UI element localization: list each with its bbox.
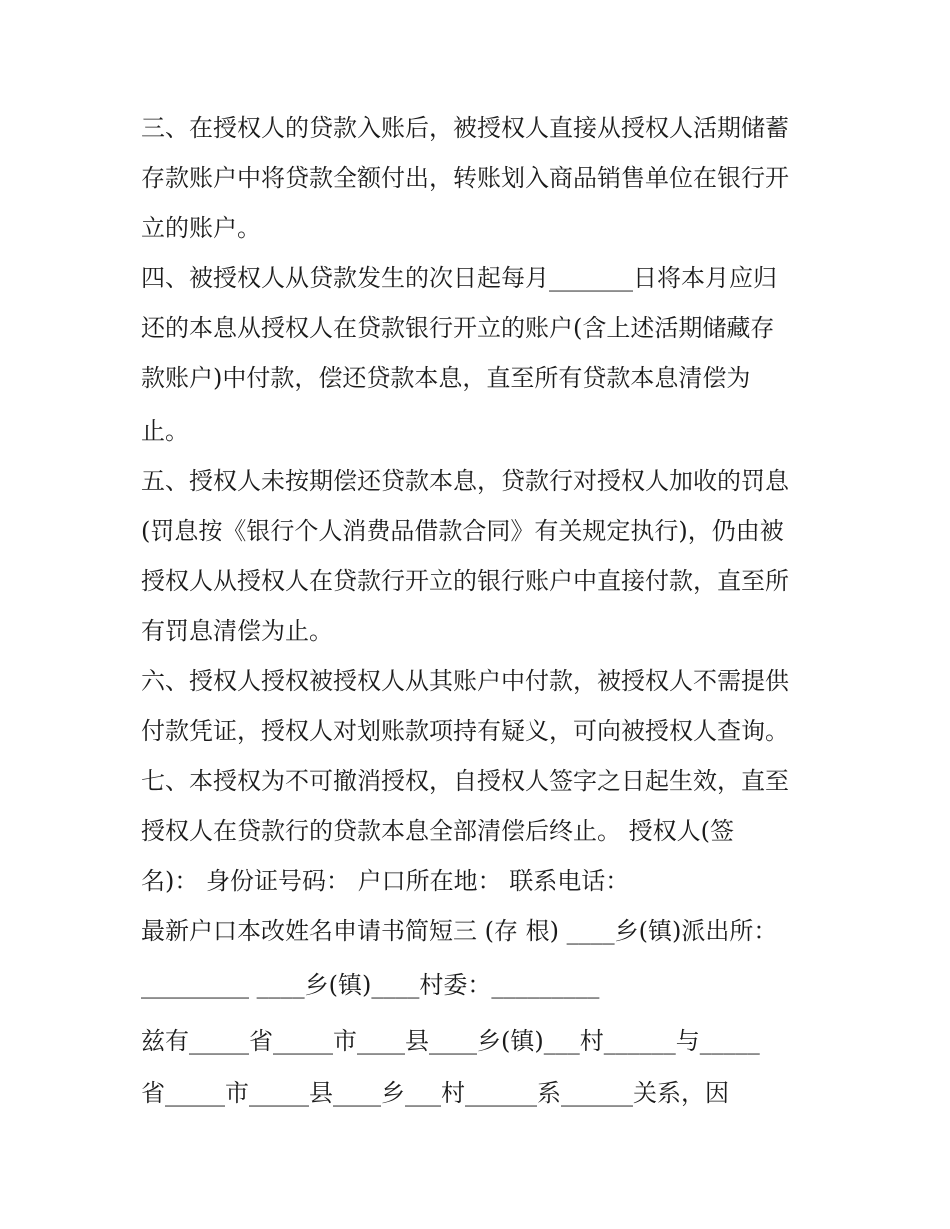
stub-header-line: 最新户口本改姓名申请书简短三 (存 根) ____乡(镇)派出所： [141,917,778,945]
paragraph-5-line-4: 有罚息清偿为止。 [141,617,333,645]
paragraph-3-line-1: 三、在授权人的贷款入账后，被授权人直接从授权人活期储蓄 [141,114,789,142]
stub-blank-line-2: 兹有_____省_____市____县____乡(镇)___村______与_____ [141,1027,760,1055]
paragraph-3-line-2: 存款账户中将贷款全额付出，转账划入商品销售单位在银行开 [141,164,789,192]
paragraph-5-line-2: (罚息按《银行个人消费品借款合同》有关规定执行)，仍由被 [141,517,784,545]
paragraph-3-line-3: 立的账户。 [141,214,261,242]
paragraph-7-line-1: 七、本授权为不可撤消授权，自授权人签字之日起生效，直至 [141,767,789,795]
stub-blank-line-3: 省_____市_____县____乡___村______系______关系，因 [141,1079,729,1107]
paragraph-5-line-1: 五、授权人未按期偿还贷款本息，贷款行对授权人加收的罚息 [141,467,789,495]
paragraph-4-line-1: 四、被授权人从贷款发生的次日起每月_______日将本月应归 [141,264,777,292]
paragraph-7-line-2: 授权人在贷款行的贷款本息全部清偿后终止。 授权人(签 [141,817,734,845]
signature-fields-line: 名)： 身份证号码： 户口所在地： 联系电话： [141,867,630,895]
paragraph-5-line-3: 授权人从授权人在贷款行开立的银行账户中直接付款，直至所 [141,567,789,595]
paragraph-4-line-4: 止。 [141,417,189,445]
paragraph-6-line-1: 六、授权人授权被授权人从其账户中付款，被授权人不需提供 [141,667,789,695]
paragraph-4-line-3: 款账户)中付款，偿还贷款本息，直至所有贷款本息清偿为 [141,364,751,392]
paragraph-4-line-2: 还的本息从授权人在贷款银行开立的账户(含上述活期储藏存 [141,314,775,342]
paragraph-6-line-2: 付款凭证，授权人对划账款项持有疑义，可向被授权人查询。 [141,717,789,745]
stub-blank-line-1: _________ ____乡(镇)____村委：_________ [141,971,600,999]
